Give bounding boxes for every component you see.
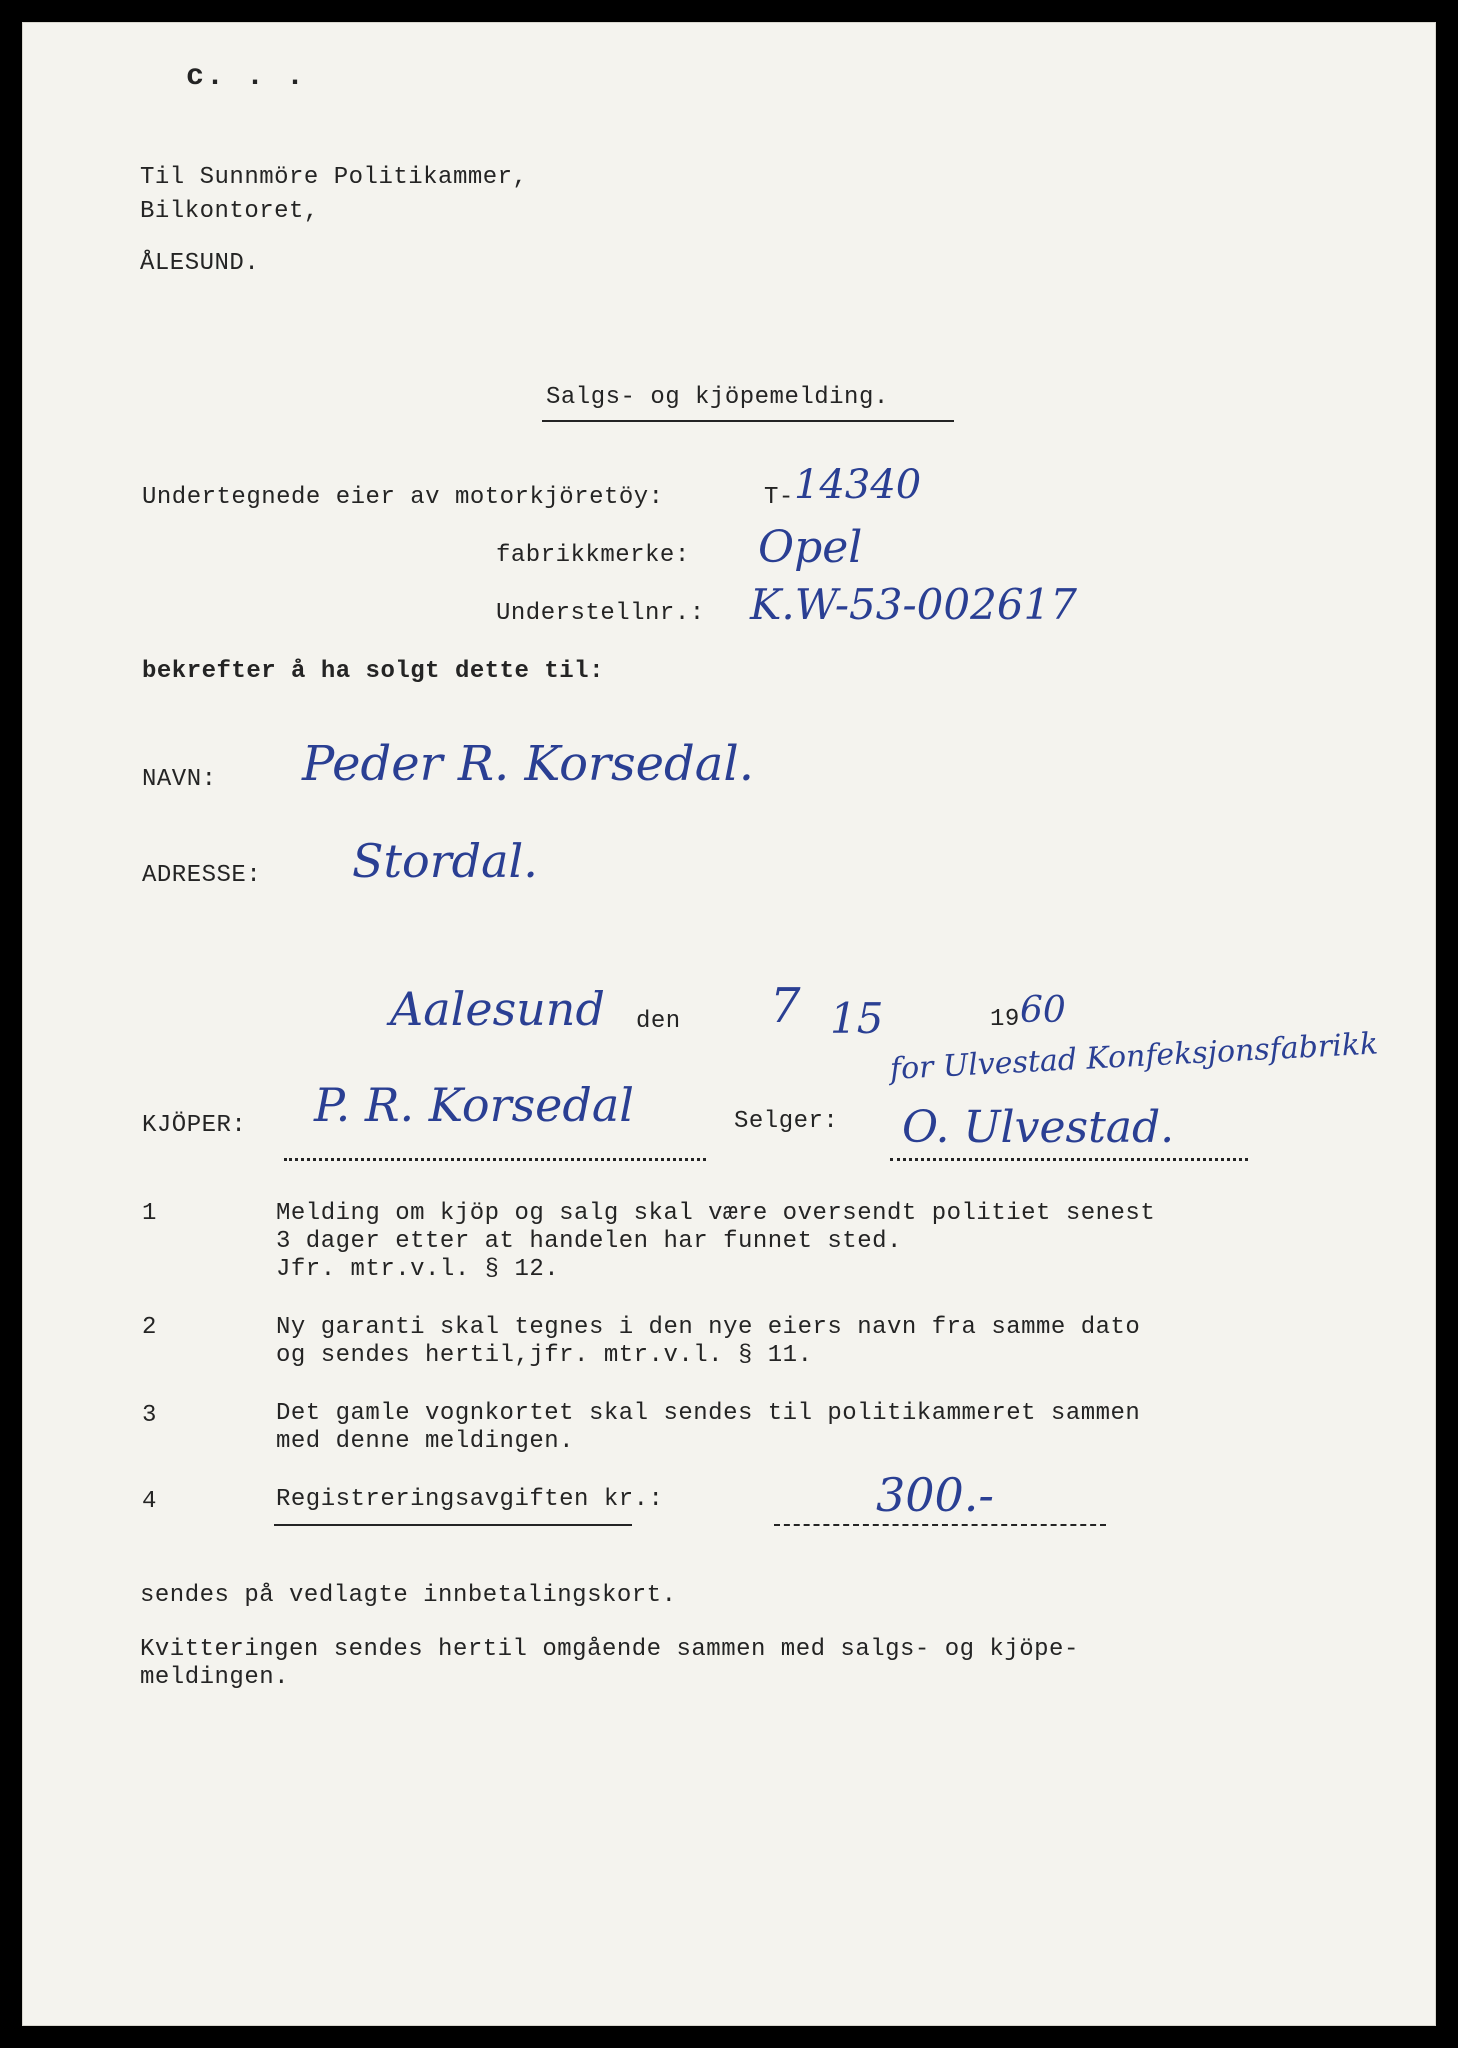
note-1-line-3: Jfr. mtr.v.l. § 12.: [276, 1256, 560, 1283]
buyer-signature-line: [284, 1158, 706, 1161]
note-2-line-1: Ny garanti skal tegnes i den nye eiers navn fra samme dato: [276, 1314, 1141, 1341]
name-label: NAVN:: [142, 766, 217, 793]
footer-line-1: sendes på vedlagte innbetalingskort.: [140, 1582, 677, 1609]
note-3-number: 3: [142, 1402, 157, 1429]
make-label: fabrikkmerke:: [496, 542, 690, 569]
year-prefix: 19: [990, 1006, 1020, 1033]
title-underline: [542, 420, 954, 422]
fee-label: Registreringsavgiften kr.:: [276, 1486, 664, 1513]
den-label: den: [636, 1008, 681, 1035]
buyer-name: Peder R. Korsedal.: [302, 736, 754, 792]
recipient-line-2: Bilkontoret,: [140, 198, 319, 225]
fee-amount: 300.-: [876, 1468, 994, 1522]
chassis-label: Understellnr.:: [496, 600, 705, 627]
form-title: Salgs- og kjöpemelding.: [546, 384, 889, 411]
fee-amount-line: [774, 1524, 1106, 1526]
seller-label: Selger:: [734, 1108, 839, 1135]
fee-number: 4: [142, 1488, 157, 1515]
note-2-number: 2: [142, 1314, 157, 1341]
seller-company: for Ulvestad Konfeksjonsfabrikk: [889, 1026, 1379, 1087]
date-month: 15: [830, 994, 884, 1043]
footer-line-2a: Kvitteringen sendes hertil omgående sammen med salgs- og kjöpe-: [140, 1636, 1079, 1663]
address-label: ADRESSE:: [142, 862, 262, 889]
year-suffix: 60: [1020, 990, 1066, 1031]
corner-marks: c. . .: [186, 60, 307, 94]
buyer-address: Stordal.: [352, 834, 538, 888]
note-1-line-1: Melding om kjöp og salg skal være oversendt politiet senest: [276, 1200, 1156, 1227]
date-place: Aalesund: [390, 982, 605, 1036]
chassis-value: K.W-53-002617: [750, 580, 1077, 629]
date-day: 7: [770, 978, 801, 1034]
make-value: Opel: [758, 522, 863, 573]
fee-label-underline: [274, 1524, 632, 1526]
owner-label: Undertegnede eier av motorkjöretöy:: [142, 484, 664, 511]
seller-signature-line: [890, 1158, 1248, 1161]
buyer-label: KJÖPER:: [142, 1112, 247, 1139]
note-1-number: 1: [142, 1200, 157, 1227]
footer-line-2b: meldingen.: [140, 1664, 290, 1691]
seller-signature: O. Ulvestad.: [902, 1102, 1175, 1153]
document-sheet: [22, 22, 1436, 2026]
reg-prefix: T-: [764, 484, 794, 511]
note-3-line-2: med denne meldingen.: [276, 1428, 575, 1455]
recipient-line-1: Til Sunnmöre Politikammer,: [140, 164, 528, 191]
note-2-line-2: og sendes hertil,jfr. mtr.v.l. § 11.: [276, 1342, 813, 1369]
buyer-signature: P. R. Korsedal: [314, 1078, 634, 1132]
note-3-line-1: Det gamle vognkortet skal sendes til politikammeret sammen: [276, 1400, 1141, 1427]
recipient-line-3: ÅLESUND.: [140, 250, 260, 277]
note-1-line-2: 3 dager etter at handelen har funnet sted.: [276, 1228, 902, 1255]
confirm-text: bekrefter å ha solgt dette til:: [142, 658, 604, 685]
reg-number: 14340: [794, 462, 922, 508]
